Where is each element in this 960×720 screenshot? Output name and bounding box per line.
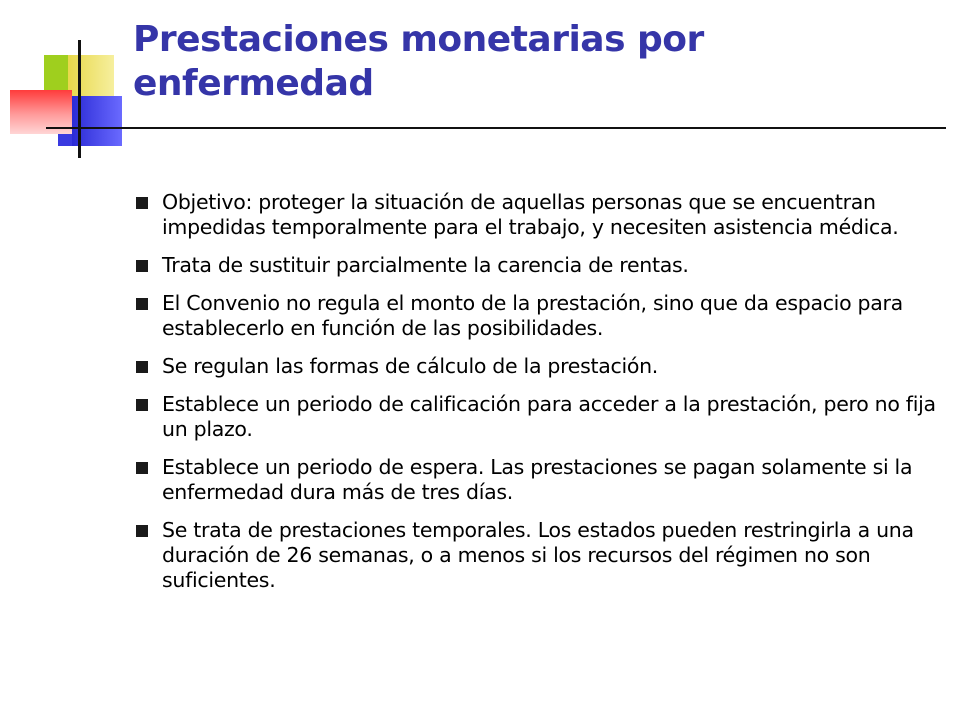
bullet-item: [136, 253, 936, 278]
bullet-text: Establece un periodo de espera. Las prestaciones se pagan solamente si la enfermedad dura más de tres días.: [162, 455, 913, 504]
bullet-text: Trata de sustituir parcialmente la carencia de rentas.: [162, 253, 689, 277]
decor-vertical-line: [78, 40, 81, 158]
bullet-item: [136, 190, 936, 240]
bullet-item: [136, 291, 936, 341]
bullet-item: [136, 518, 936, 593]
square-bullet-icon: [136, 399, 148, 411]
slide-title: Prestaciones monetarias por enfermedad: [133, 19, 704, 104]
bullet-text: Se trata de prestaciones temporales. Los estados pueden restringirla a una duración de 26 semanas, o a menos si los recursos del régimen no son suficientes.: [162, 518, 914, 592]
bullet-text: Objetivo: proteger la situación de aquellas personas que se encuentran impedidas temporalmente para el trabajo, y necesiten asistencia médica.: [162, 190, 899, 239]
bullet-text: Se regulan las formas de cálculo de la prestación.: [162, 354, 659, 378]
square-bullet-icon: [136, 525, 148, 537]
square-bullet-icon: [136, 361, 148, 373]
bullet-text: El Convenio no regula el monto de la prestación, sino que da espacio para establecerlo en función de las posibilidades.: [162, 291, 903, 340]
bullet-list: [136, 190, 936, 606]
square-bullet-icon: [136, 260, 148, 272]
square-bullet-icon: [136, 197, 148, 209]
square-bullet-icon: [136, 298, 148, 310]
bullet-text: Establece un periodo de calificación para acceder a la prestación, pero no fija un plazo.: [162, 392, 936, 441]
square-bullet-icon: [136, 462, 148, 474]
bullet-item: [136, 392, 936, 442]
bullet-item: [136, 455, 936, 505]
bullet-item: [136, 354, 936, 379]
title-underline: [46, 127, 946, 129]
